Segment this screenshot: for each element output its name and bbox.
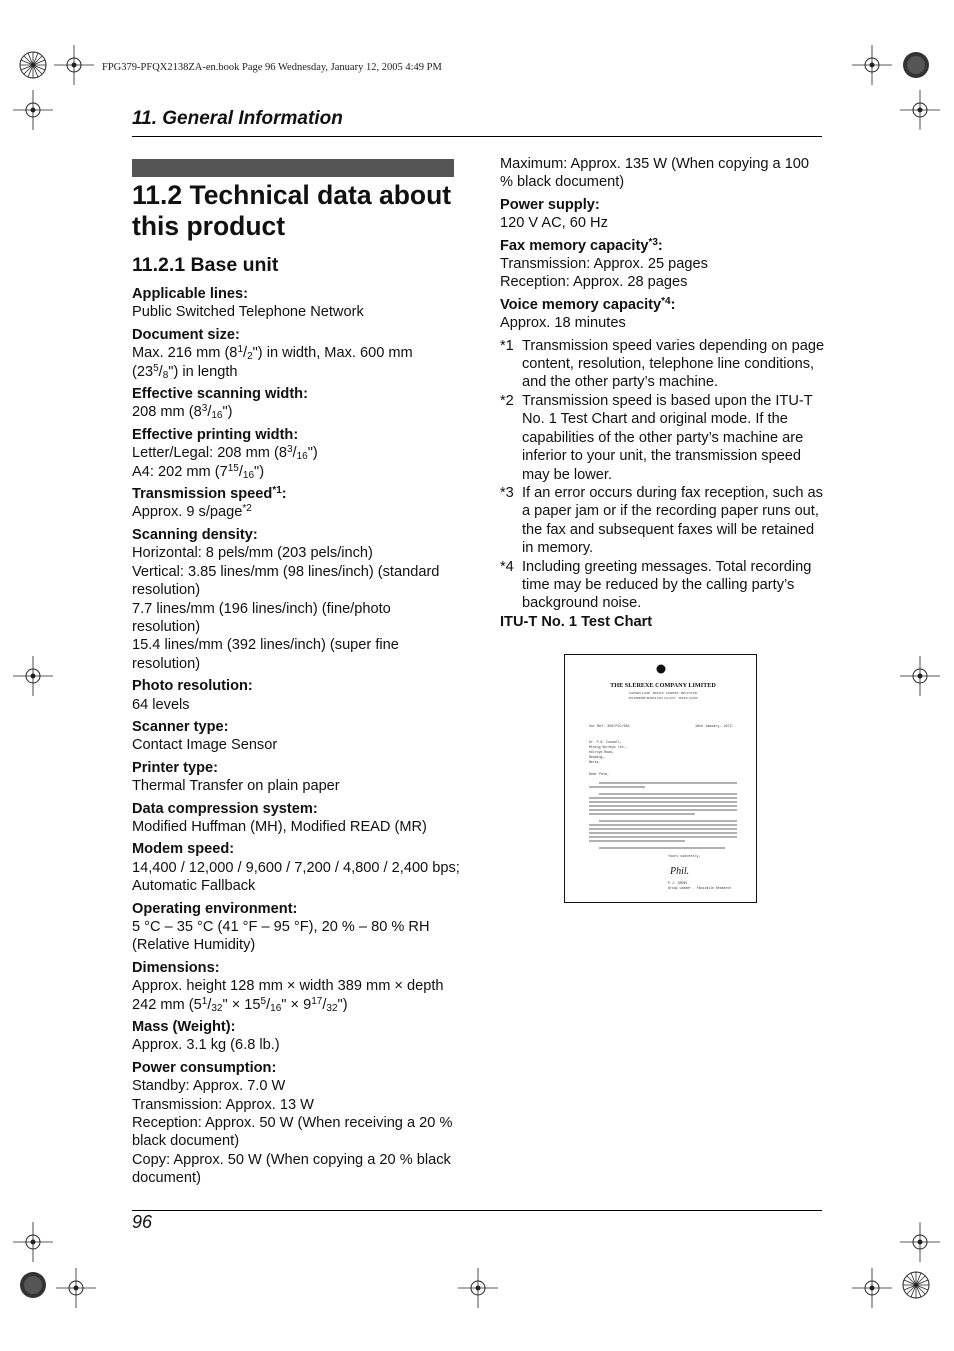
spec-label: Dimensions:	[132, 959, 220, 976]
footnote-text: Including greeting messages. Total recording time may be reduced by the calling party’s background noise.	[522, 558, 812, 612]
spec-value-part: ")	[337, 996, 348, 1013]
spec-label: Mass (Weight):	[132, 1019, 236, 1036]
test-chart-recipient-line: Reading,	[589, 755, 605, 759]
crop-mark-bottom-left-dot-icon	[13, 1265, 53, 1305]
spec-value: 15.4 lines/mm (392 lines/inch) (super fine resolution)	[132, 637, 399, 672]
footnote-mark: *4	[500, 558, 514, 575]
spec-label-text: Transmission speed	[132, 486, 273, 503]
spec-photo-resolution	[132, 677, 462, 714]
crop-mark-bottom-right-rosette-icon	[896, 1265, 936, 1305]
crop-mark-top-left-cross-icon	[54, 45, 94, 85]
spec-label: Photo resolution:	[132, 678, 253, 695]
spec-value: Vertical: 3.85 lines/mm (98 lines/inch) (standard resolution)	[132, 563, 440, 599]
spec-value: Letter/Legal: 208 mm $(8^3/_{16}")$	[132, 444, 318, 463]
spec-label: Operating environment:	[132, 900, 298, 917]
footnote-text: Transmission speed is based upon the ITU-T No. 1 Test Chart and original mode. If the capabilities of the other party’s machine are inferior to your unit, the transmission speed may be lower.	[522, 392, 813, 483]
spec-scanner-type	[132, 718, 462, 755]
spec-value-part: ") in length	[168, 363, 238, 380]
spec-value: Reception: Approx. 50 W (When receiving a 20 % black document)	[132, 1115, 453, 1150]
spec-value: Transmission: Approx. 25 pages	[500, 256, 708, 273]
spec-label-colon: :	[657, 237, 663, 254]
spec-label: Effective printing width:	[132, 426, 299, 443]
spec-value: Contact Image Sensor	[132, 737, 278, 754]
spec-value-part: ")	[254, 463, 265, 480]
fraction-denominator: 2	[247, 351, 253, 363]
test-chart-caption: ITU-T No. 1 Test Chart	[500, 613, 653, 630]
spec-label: Printer type:	[132, 759, 218, 776]
test-chart-logo-icon	[657, 665, 666, 674]
spec-label: Scanner type:	[132, 718, 229, 735]
test-chart-date: 18th January, 1972.	[695, 725, 734, 729]
spec-value: Approx. height 128 mm × width 389 mm × depth	[132, 978, 444, 995]
spec-value-part: Max. 216 mm (8	[132, 345, 238, 362]
crop-mark-right-middle-cross-icon	[900, 656, 940, 696]
spec-label	[132, 485, 462, 503]
spec-scanning-width	[132, 385, 462, 422]
test-chart-recipient-line: Dr. P.N. Cundall,	[589, 740, 622, 744]
spec-value-part: ")	[307, 445, 318, 462]
spec-label	[500, 237, 825, 255]
left-column	[132, 285, 462, 1192]
spec-value-part: " × 15	[222, 996, 261, 1013]
spec-value: Copy: Approx. 50 W (When copying a 20 % black document)	[132, 1151, 451, 1187]
spec-value: Approx. 3.1 kg (6.8 lb.)	[132, 1037, 280, 1054]
spec-printing-width	[132, 426, 462, 481]
section-title-bar	[132, 159, 454, 177]
crop-mark-right-lower-cross-icon	[900, 1222, 940, 1262]
footnote	[500, 337, 825, 392]
crop-mark-left-upper-cross-icon	[13, 90, 53, 130]
spec-value: 14,400 / 12,000 / 9,600 / 7,200 / 4,800 / 2,400 bps; Automatic Fallback	[132, 859, 460, 895]
spec-dimensions	[132, 959, 462, 1014]
crop-mark-top-left-rosette-icon	[13, 45, 53, 85]
crop-mark-bottom-right-cross-icon	[852, 1268, 892, 1308]
spec-value: Reception: Approx. 28 pages	[500, 274, 688, 291]
spec-value	[132, 503, 462, 521]
footnote-ref: *4	[661, 295, 671, 307]
page-number: 96	[132, 1212, 153, 1232]
footnote	[500, 484, 825, 558]
spec-label: Modem speed:	[132, 841, 235, 858]
spec-value-part: 208 mm (8	[132, 404, 202, 421]
spec-max-power	[500, 155, 825, 192]
spec-value: Max. 216 mm $(8^1/_2")$ in width, Max. 600 mm	[132, 344, 413, 363]
spec-value: $(23^5/_8")$ in length	[132, 362, 238, 381]
fraction-denominator: 16	[270, 1002, 282, 1014]
spec-value-part: ")	[222, 404, 233, 421]
spec-applicable-lines	[132, 285, 462, 322]
spec-label: Applicable lines:	[132, 286, 248, 302]
fraction-numerator: 3	[286, 444, 293, 456]
spec-value-part: (23	[132, 363, 154, 380]
spec-value: 7.7 lines/mm (196 lines/inch) (fine/photo resolution)	[132, 600, 391, 635]
crop-mark-top-right-dot-icon	[896, 45, 936, 85]
fraction-numerator: 15	[227, 462, 239, 474]
spec-power-supply	[500, 196, 825, 233]
spec-printer-type	[132, 759, 462, 796]
spec-value-part: Letter/Legal: 208 mm (8	[132, 445, 287, 462]
spec-value: 120 V AC, 60 Hz	[500, 215, 608, 232]
spec-value: Standby: Approx. 7.0 W	[132, 1078, 286, 1095]
test-chart-phone: TELEPHONE BOOLE (945 13) 51617 · TELEX 123456	[628, 696, 698, 700]
spec-label: Document size:	[132, 326, 240, 343]
spec-label: Power consumption:	[132, 1059, 277, 1076]
spec-value-part: A4: 202 mm (7	[132, 463, 228, 480]
fraction-numerator: 1	[237, 344, 243, 356]
spec-value: Modified Huffman (MH), Modified READ (MR)	[132, 818, 427, 835]
spec-value: Thermal Transfer on plain paper	[132, 778, 340, 795]
footnote-mark: *3	[500, 484, 514, 501]
spec-value-part: Approx. 9 s/page	[132, 504, 243, 521]
spec-label-text: Fax memory capacity	[500, 237, 649, 254]
fraction-denominator: 8	[162, 369, 169, 381]
footer-rule	[132, 1210, 822, 1211]
test-chart-recipient-line: Mining Surveys Ltd.,	[589, 745, 628, 749]
spec-value: Approx. 18 minutes	[500, 315, 626, 332]
spec-label: Scanning density:	[132, 526, 258, 543]
fraction-denominator: 16	[211, 410, 223, 422]
footnote-mark: *1	[500, 337, 514, 354]
crop-mark-bottom-left-cross-icon	[56, 1268, 96, 1308]
spec-value: 64 levels	[132, 696, 190, 713]
spec-label: Data compression system:	[132, 800, 318, 817]
spec-document-size	[132, 326, 462, 381]
spec-voice-memory	[500, 296, 825, 333]
spec-value-part: 242 mm (5	[132, 996, 202, 1013]
test-chart-image	[564, 654, 757, 903]
test-chart-company: THE SLEREXE COMPANY LIMITED	[610, 682, 716, 689]
fraction-denominator: 32	[326, 1002, 338, 1014]
test-chart-recipient-line: Berks.	[589, 760, 601, 764]
test-chart-our-ref: Our Ref. 350/PJC/EAC	[589, 725, 630, 729]
fraction-numerator: 17	[311, 995, 323, 1007]
spec-data-compression	[132, 800, 462, 837]
crop-mark-top-right-cross-icon	[852, 45, 892, 85]
spec-label-colon: :	[281, 486, 287, 503]
fraction-denominator: 32	[211, 1002, 223, 1014]
spec-value: Transmission: Approx. 13 W	[132, 1096, 314, 1113]
footnote-ref: *3	[648, 236, 658, 248]
footnotes	[500, 337, 825, 613]
section-title: 11.2 Technical data about this product	[132, 180, 452, 241]
crop-mark-right-upper-cross-icon	[900, 90, 940, 130]
crop-mark-bottom-center-cross-icon	[458, 1268, 498, 1308]
test-chart-signer-line: P.J. CROSS	[668, 881, 688, 885]
spec-value-part: " × 9	[281, 996, 312, 1013]
footnote-text: If an error occurs during fax reception, such as a paper jam or if the recording paper runs out, the fax and subsequent faxes will be retained in memory.	[522, 484, 823, 557]
test-chart-signature: Phil.	[670, 866, 690, 877]
subsection-title: 11.2.1 Base unit	[132, 254, 279, 276]
spec-label: Power supply:	[500, 196, 600, 213]
spec-power-consumption	[132, 1059, 462, 1188]
spec-label-text: Voice memory capacity	[500, 296, 662, 313]
fraction-denominator: 16	[296, 451, 308, 463]
fraction-numerator: 3	[201, 403, 208, 415]
footnote-mark: *2	[500, 392, 514, 409]
header-rule	[132, 136, 822, 137]
footnote	[500, 392, 825, 484]
test-chart-address: SAPORS LANE · BOOLE · DORSET · BH 25 8 ER	[629, 691, 697, 695]
spec-value: Public Switched Telephone Network	[132, 304, 364, 321]
footnote-ref: *2	[242, 503, 252, 515]
print-slug: FPG379-PFQX2138ZA-en.book Page 96 Wednesday, January 12, 2005 4:49 PM	[102, 62, 442, 73]
spec-scanning-density	[132, 526, 462, 673]
right-column	[500, 155, 825, 631]
crop-mark-left-middle-cross-icon	[13, 656, 53, 696]
spec-transmission-speed	[132, 485, 462, 522]
spec-label: Effective scanning width:	[132, 386, 308, 403]
test-chart-closing: Yours sincerely,	[668, 855, 701, 859]
spec-fax-memory	[500, 237, 825, 292]
spec-value-part: ") in width, Max. 600 mm	[252, 345, 413, 362]
footnote	[500, 558, 825, 613]
fraction-numerator: 5	[260, 995, 267, 1007]
spec-value: 242 mm ($5^1/_{32}$" × $15^5/_{16}$" × $9^{17}/_{32}$")	[132, 995, 348, 1014]
spec-label	[500, 296, 825, 314]
test-chart-recipient-line: Holroyd Road,	[589, 750, 614, 754]
spec-mass	[132, 1018, 462, 1055]
crop-mark-left-lower-cross-icon	[13, 1222, 53, 1262]
fraction-numerator: 1	[201, 995, 208, 1007]
fraction-numerator: 5	[153, 362, 159, 374]
spec-modem-speed	[132, 840, 462, 895]
spec-label-colon: :	[670, 296, 676, 313]
spec-value: Maximum: Approx. 135 W (When copying a 100 % black document)	[500, 156, 810, 191]
spec-value: Horizontal: 8 pels/mm (203 pels/inch)	[132, 545, 373, 562]
spec-value: 208 mm $(8^3/_{16}")$	[132, 403, 233, 422]
test-chart-signer-line: Group Leader - Facsimile Research	[668, 886, 732, 890]
footnote-ref: *1	[272, 485, 282, 497]
spec-value: A4: 202 mm $(7^{15}/_{16}")$	[132, 462, 265, 481]
fraction-denominator: 16	[242, 469, 255, 481]
spec-value: 5 °C – 35 °C (41 °F – 95 °F), 20 % – 80 % RH (Relative Humidity)	[132, 919, 430, 954]
spec-operating-environment	[132, 900, 462, 955]
running-head: 11. General Information	[132, 108, 343, 129]
test-chart-body-text	[589, 783, 737, 848]
test-chart-salutation: Dear Pete,	[589, 773, 610, 777]
test-chart-letter	[565, 655, 755, 901]
footnote-text: Transmission speed varies depending on page content, resolution, telephone line conditions, and the other party’s machine.	[522, 337, 825, 391]
